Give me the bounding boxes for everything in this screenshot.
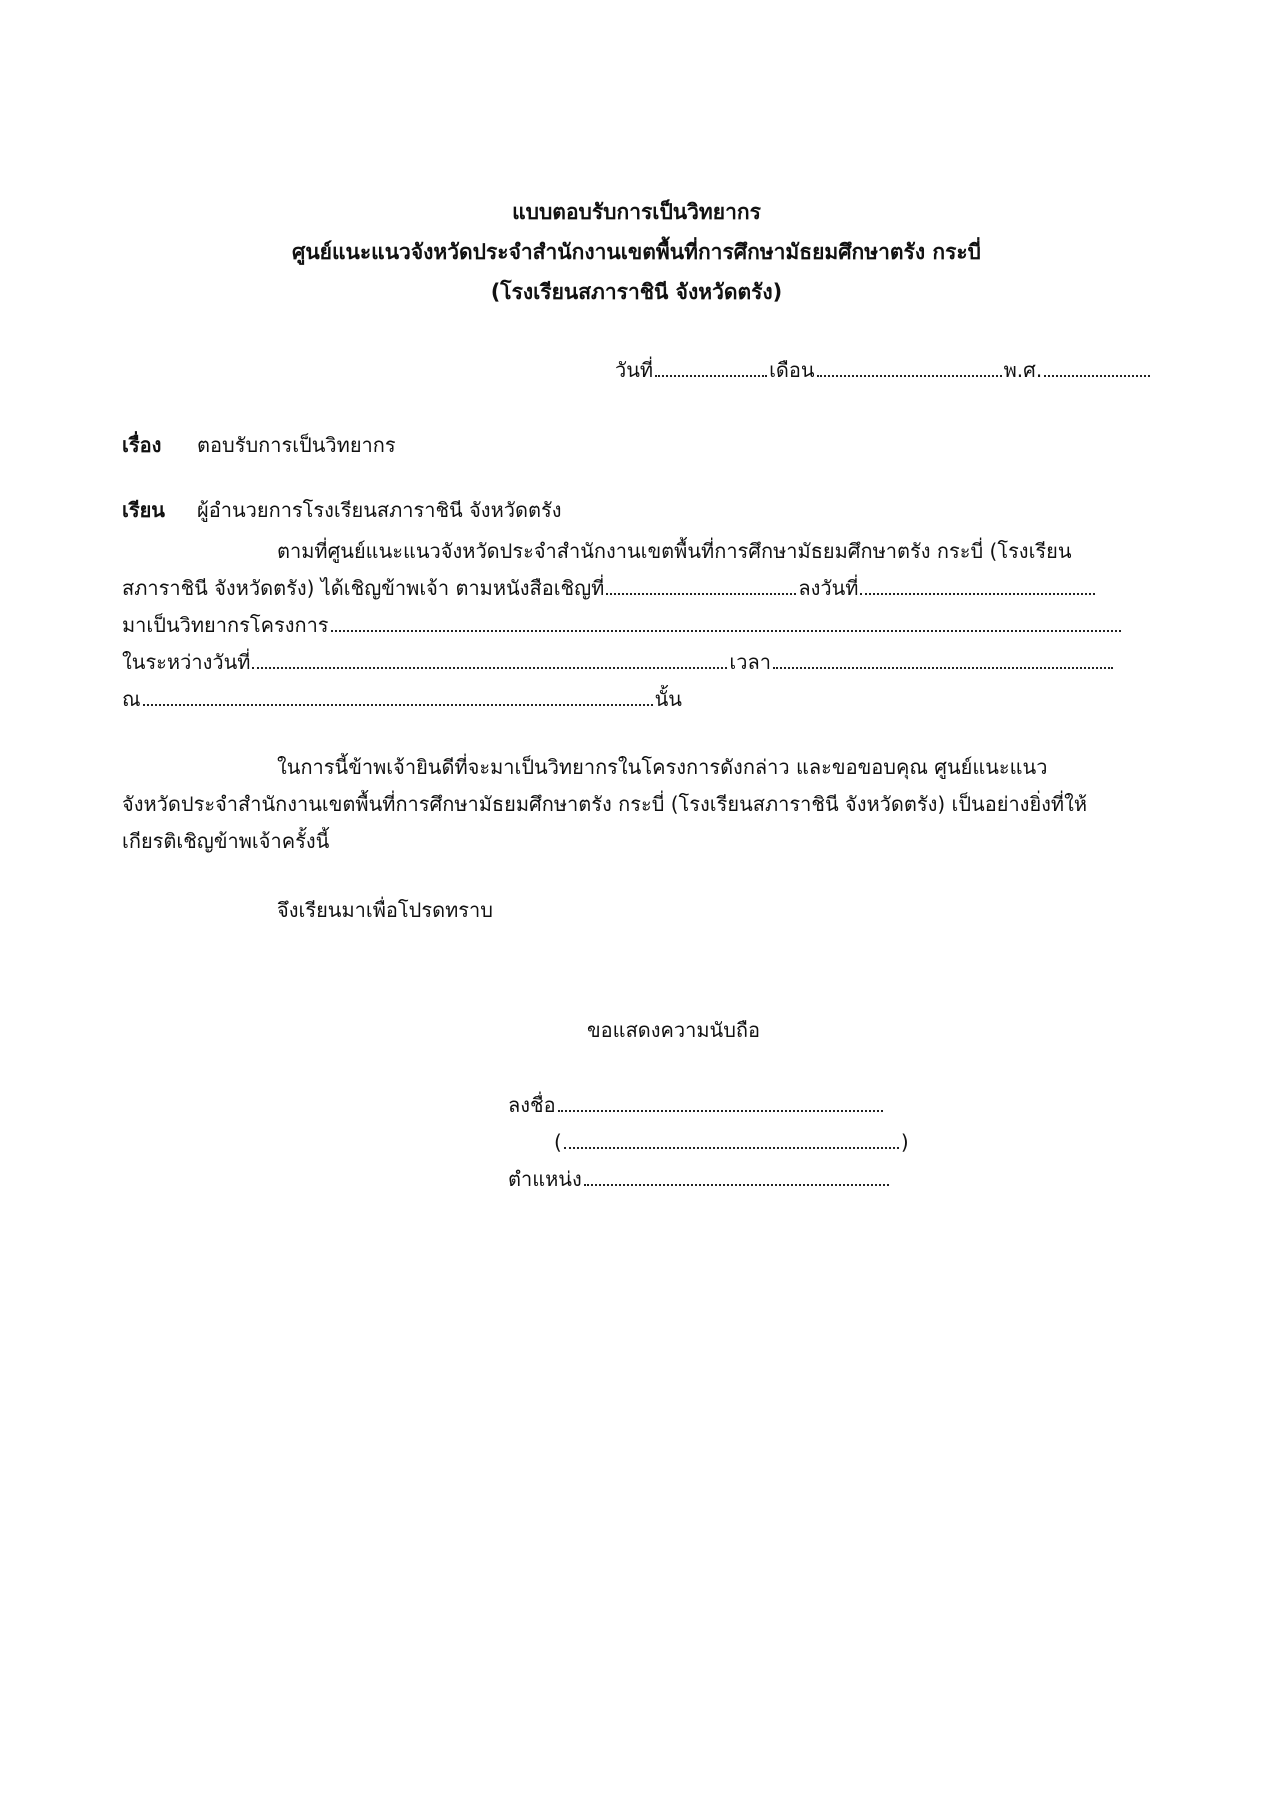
paren-close: ) bbox=[900, 1130, 909, 1154]
closing-text: จึงเรียนมาเพื่อโปรดทราบ bbox=[277, 898, 493, 922]
month-field[interactable] bbox=[817, 371, 1002, 377]
body-line-3 bbox=[122, 610, 1123, 640]
project-label: มาเป็นวิทยากรโครงการ bbox=[122, 613, 329, 637]
regards-text: ขอแสดงความนับถือ bbox=[587, 1018, 761, 1042]
acceptance-line-1: ในการนี้ข้าพเจ้ายินดีที่จะมาเป็นวิทยากรในโครงการดังกล่าว และขอขอบคุณ ศูนย์แนะแนว bbox=[277, 755, 1048, 779]
body-line-5 bbox=[122, 684, 682, 714]
printed-name-field[interactable] bbox=[564, 1143, 899, 1149]
position-label: ตำแหน่ง bbox=[508, 1167, 582, 1191]
organization-name: ศูนย์แนะแนวจังหวัดประจำสำนักงานเขตพื้นที่การศึกษามัธยมศึกษาตรัง กระบี่ bbox=[292, 240, 981, 264]
paren-open: ( bbox=[554, 1130, 562, 1154]
signature-line bbox=[508, 1090, 885, 1120]
project-field[interactable] bbox=[331, 626, 1121, 632]
subject-label: เรื่อง bbox=[122, 433, 162, 457]
subject-line bbox=[122, 430, 396, 460]
recipient-line bbox=[122, 495, 561, 525]
day-field[interactable] bbox=[655, 371, 767, 377]
time-field[interactable] bbox=[773, 663, 1113, 669]
invitation-text: สภาราชินี จังหวัดตรัง) ได้เชิญข้าพเจ้า ตามหนังสือเชิญที่ bbox=[122, 576, 605, 600]
period-label: ในระหว่างวันที่ bbox=[122, 650, 251, 674]
signature-field[interactable] bbox=[558, 1106, 883, 1112]
letter-date-field[interactable] bbox=[860, 589, 1095, 595]
letter-date-label: ลงวันที่ bbox=[798, 576, 859, 600]
signature-label: ลงชื่อ bbox=[508, 1093, 556, 1117]
date-line bbox=[615, 355, 1152, 385]
year-field[interactable] bbox=[1044, 371, 1150, 377]
venue-suffix: นั้น bbox=[654, 687, 682, 711]
venue-label: ณ bbox=[122, 687, 141, 711]
printed-name-line bbox=[554, 1127, 909, 1157]
acceptance-line-2: จังหวัดประจำสำนักงานเขตพื้นที่การศึกษามัธยมศึกษาตรัง กระบี่ (โรงเรียนสภาราชินี จังหวัดตรัง) เป็นอย่างยิ่งที่ให้ bbox=[122, 792, 1088, 816]
subject-text: ตอบรับการเป็นวิทยากร bbox=[197, 433, 396, 457]
body-line-1: ตามที่ศูนย์แนะแนวจังหวัดประจำสำนักงานเขตพื้นที่การศึกษามัธยมศึกษาตรัง กระบี่ (โรงเรียน bbox=[277, 539, 1072, 563]
year-label: พ.ศ. bbox=[1003, 358, 1043, 382]
position-field[interactable] bbox=[584, 1180, 889, 1186]
letter-number-field[interactable] bbox=[606, 589, 796, 595]
school-name: (โรงเรียนสภาราชินี จังหวัดตรัง) bbox=[490, 280, 783, 304]
month-label: เดือน bbox=[769, 358, 815, 382]
time-label: เวลา bbox=[729, 650, 771, 674]
position-line bbox=[508, 1164, 891, 1194]
venue-field[interactable] bbox=[143, 700, 653, 706]
form-title: แบบตอบรับการเป็นวิทยากร bbox=[512, 200, 761, 224]
acceptance-line-3: เกียรติเชิญข้าพเจ้าครั้งนี้ bbox=[122, 829, 330, 853]
day-label: วันที่ bbox=[615, 358, 654, 382]
body-line-4 bbox=[122, 647, 1115, 677]
period-field[interactable] bbox=[252, 663, 727, 669]
recipient-text: ผู้อำนวยการโรงเรียนสภาราชินี จังหวัดตรัง bbox=[197, 498, 562, 522]
body-line-2 bbox=[122, 573, 1097, 603]
recipient-label: เรียน bbox=[122, 498, 165, 522]
